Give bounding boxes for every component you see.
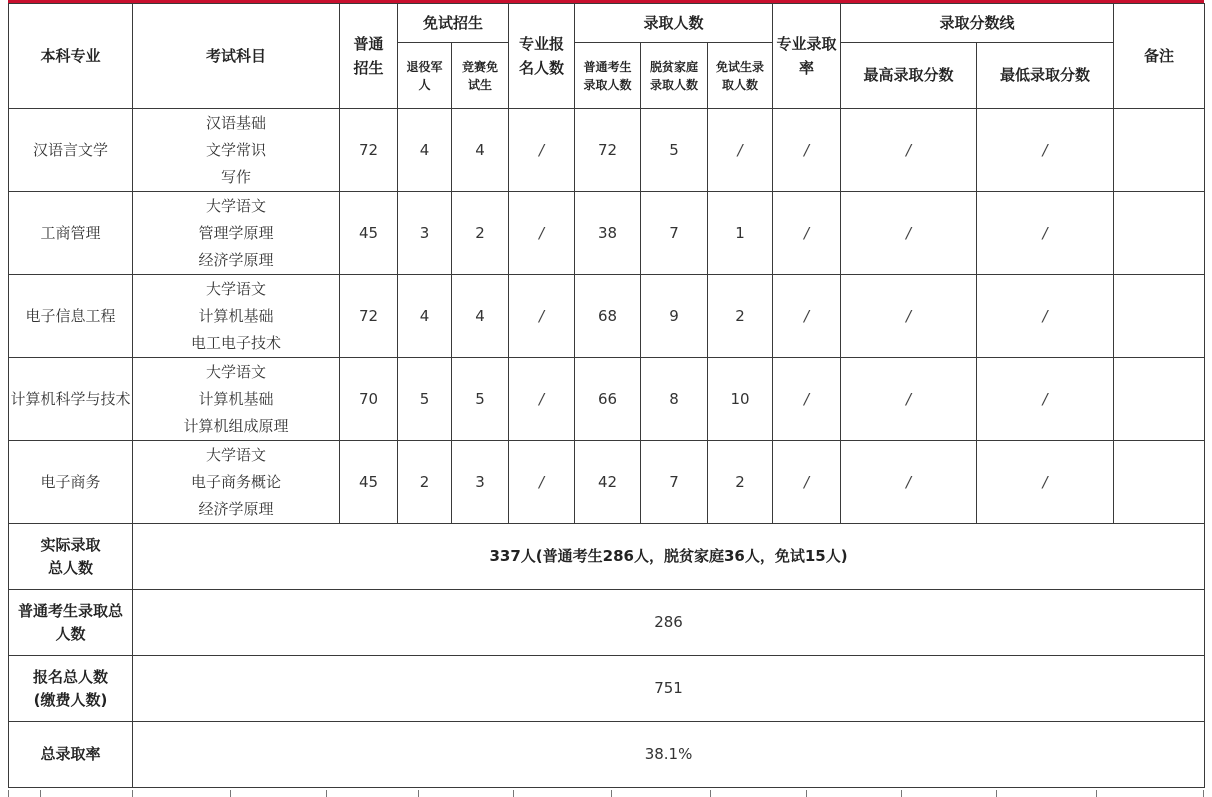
summary-label: 实际录取总人数 <box>9 524 133 590</box>
header-general-quota: 普通招生 <box>340 4 398 109</box>
summary-label: 普通考生录取总人数 <box>9 590 133 656</box>
table-row <box>9 275 1205 358</box>
header-score-max: 最高录取分数 <box>841 43 977 109</box>
score-max-cell: / <box>841 441 977 524</box>
major-cell: 计算机科学与技术 <box>9 358 133 441</box>
note-cell <box>1114 441 1205 524</box>
summary-row-general-admitted <box>9 590 1205 656</box>
major-cell: 电子商务 <box>9 441 133 524</box>
general-quota-cell: 45 <box>340 192 398 275</box>
exempt-veteran-cell: 3 <box>398 192 452 275</box>
subject-item: 大学语文 <box>205 196 266 215</box>
summary-row-total-admitted <box>9 524 1205 590</box>
exempt-competition-cell: 2 <box>452 192 509 275</box>
admitted-exempt-cell: 10 <box>708 358 773 441</box>
applicants-cell: / <box>509 192 575 275</box>
rate-cell: / <box>773 109 841 192</box>
applicants-cell: / <box>509 441 575 524</box>
score-min-cell: / <box>977 109 1114 192</box>
exempt-competition-cell: 3 <box>452 441 509 524</box>
score-min-cell: / <box>977 275 1114 358</box>
subject-item: 写作 <box>220 167 251 186</box>
summary-row-applicants <box>9 656 1205 722</box>
general-quota-cell: 72 <box>340 275 398 358</box>
subject-item: 经济学原理 <box>198 250 274 269</box>
rate-cell: / <box>773 192 841 275</box>
subjects-cell <box>133 109 340 192</box>
subject-item: 经济学原理 <box>198 499 274 518</box>
subject-item: 汉语基础 <box>205 113 266 132</box>
table-row <box>9 109 1205 192</box>
header-applicants: 专业报名人数 <box>509 4 575 109</box>
header-subjects: 考试科目 <box>133 4 340 109</box>
table-row <box>9 192 1205 275</box>
applicants-cell: / <box>509 275 575 358</box>
subjects-cell <box>133 441 340 524</box>
rate-cell: / <box>773 441 841 524</box>
subject-item: 计算机组成原理 <box>183 416 289 435</box>
exempt-veteran-cell: 4 <box>398 109 452 192</box>
major-cell: 汉语言文学 <box>9 109 133 192</box>
header-score-min: 最低录取分数 <box>977 43 1114 109</box>
subject-item: 大学语文 <box>205 445 266 464</box>
admitted-general-cell: 66 <box>575 358 641 441</box>
table-row <box>9 441 1205 524</box>
subjects-cell <box>133 192 340 275</box>
header-note: 备注 <box>1114 4 1205 109</box>
general-quota-cell: 70 <box>340 358 398 441</box>
subjects-cell <box>133 275 340 358</box>
summary-value: 286 <box>133 590 1205 656</box>
header-exempt-competition: 竞赛免试生 <box>452 43 509 109</box>
admitted-poverty-cell: 7 <box>641 192 708 275</box>
summary-row-overall-rate <box>9 722 1205 788</box>
admitted-poverty-cell: 8 <box>641 358 708 441</box>
header-admitted-exempt: 免试生录取人数 <box>708 43 773 109</box>
admitted-general-cell: 72 <box>575 109 641 192</box>
score-max-cell: / <box>841 275 977 358</box>
subject-item: 大学语文 <box>205 279 266 298</box>
subject-item: 管理学原理 <box>198 223 274 242</box>
admission-table <box>8 3 1205 788</box>
subject-item: 电工电子技术 <box>190 333 281 352</box>
admitted-exempt-cell: / <box>708 109 773 192</box>
score-min-cell: / <box>977 192 1114 275</box>
header-rate: 专业录取率 <box>773 4 841 109</box>
admitted-exempt-cell: 2 <box>708 441 773 524</box>
note-cell <box>1114 109 1205 192</box>
table-row <box>9 358 1205 441</box>
subject-item: 文学常识 <box>205 140 266 159</box>
header-major: 本科专业 <box>9 4 133 109</box>
subject-item: 大学语文 <box>205 362 266 381</box>
admitted-exempt-cell: 2 <box>708 275 773 358</box>
score-max-cell: / <box>841 358 977 441</box>
score-min-cell: / <box>977 441 1114 524</box>
rate-cell: / <box>773 275 841 358</box>
subject-item: 计算机基础 <box>198 389 274 408</box>
header-row-1 <box>9 4 1205 43</box>
header-admitted-poverty: 脱贫家庭录取人数 <box>641 43 708 109</box>
admitted-poverty-cell: 7 <box>641 441 708 524</box>
admitted-poverty-cell: 9 <box>641 275 708 358</box>
note-cell <box>1114 358 1205 441</box>
summary-value: 337人(普通考生286人，脱贫家庭36人，免试15人) <box>133 524 1205 590</box>
score-max-cell: / <box>841 109 977 192</box>
summary-value: 38.1% <box>133 722 1205 788</box>
major-cell: 工商管理 <box>9 192 133 275</box>
exempt-competition-cell: 4 <box>452 275 509 358</box>
admitted-poverty-cell: 5 <box>641 109 708 192</box>
general-quota-cell: 72 <box>340 109 398 192</box>
header-exempt-veteran: 退役军人 <box>398 43 452 109</box>
subjects-cell <box>133 358 340 441</box>
general-quota-cell: 45 <box>340 441 398 524</box>
rate-cell: / <box>773 358 841 441</box>
summary-value: 751 <box>133 656 1205 722</box>
exempt-veteran-cell: 5 <box>398 358 452 441</box>
summary-label: 报名总人数(缴费人数) <box>9 656 133 722</box>
admitted-exempt-cell: 1 <box>708 192 773 275</box>
subject-item: 计算机基础 <box>198 306 274 325</box>
header-exempt: 免试招生 <box>398 4 509 43</box>
exempt-veteran-cell: 4 <box>398 275 452 358</box>
applicants-cell: / <box>509 109 575 192</box>
exempt-competition-cell: 5 <box>452 358 509 441</box>
header-admitted: 录取人数 <box>575 4 773 43</box>
applicants-cell: / <box>509 358 575 441</box>
note-cell <box>1114 192 1205 275</box>
score-max-cell: / <box>841 192 977 275</box>
major-cell: 电子信息工程 <box>9 275 133 358</box>
header-score-line: 录取分数线 <box>841 4 1114 43</box>
subject-item: 电子商务概论 <box>190 472 281 491</box>
cropped-grid-ticks <box>8 790 1204 797</box>
admitted-general-cell: 42 <box>575 441 641 524</box>
summary-label: 总录取率 <box>9 722 133 788</box>
header-admitted-general: 普通考生录取人数 <box>575 43 641 109</box>
exempt-competition-cell: 4 <box>452 109 509 192</box>
admitted-general-cell: 38 <box>575 192 641 275</box>
exempt-veteran-cell: 2 <box>398 441 452 524</box>
admitted-general-cell: 68 <box>575 275 641 358</box>
note-cell <box>1114 275 1205 358</box>
score-min-cell: / <box>977 358 1114 441</box>
